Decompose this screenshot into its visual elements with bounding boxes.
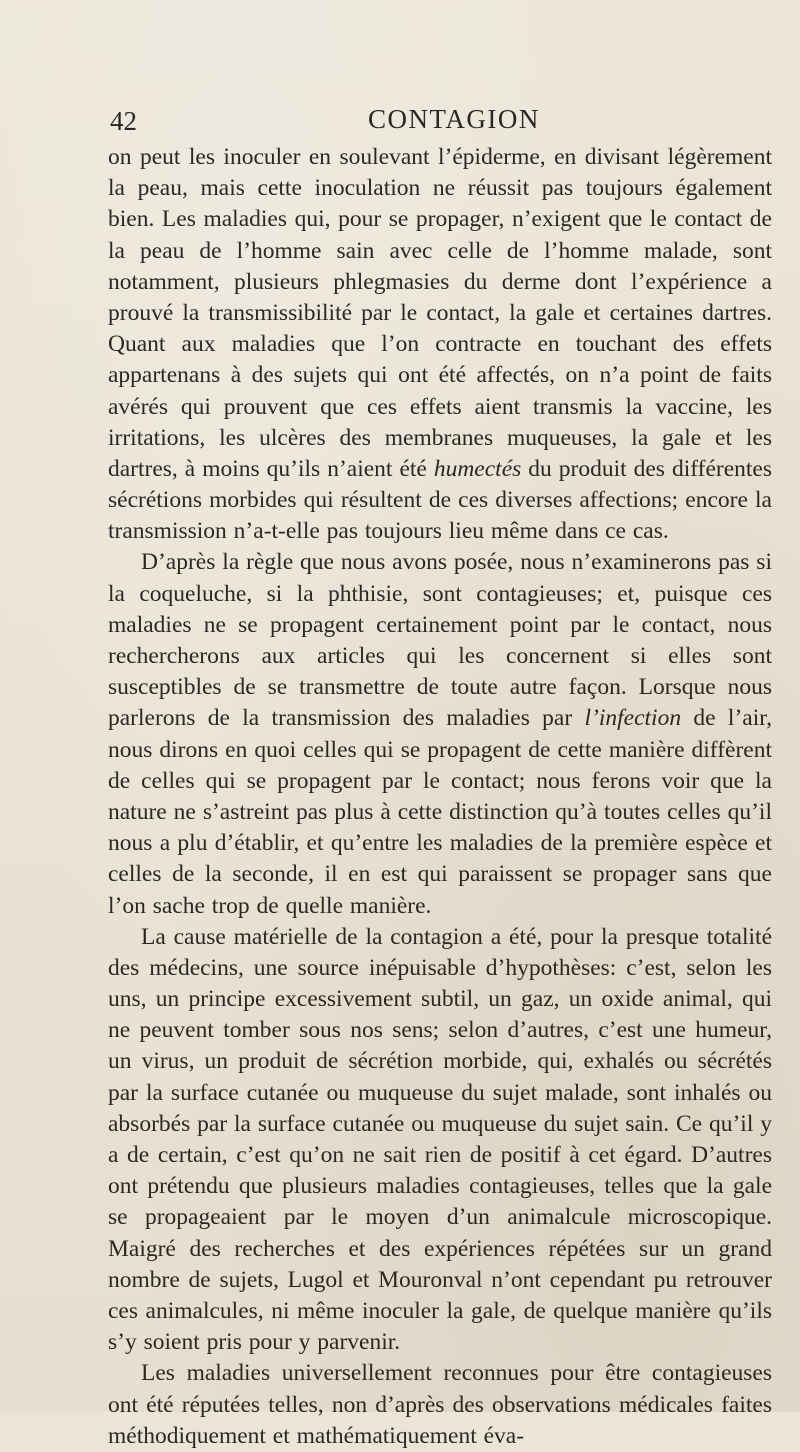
body-text — [108, 142, 772, 1452]
paragraph-2-text-b: de l’air, nous dirons en quoi celles qui se propagent de cette manière diffèrent de celles qui se propagent par le contact; nous ferons voir que la nature ne s’astreint pas plus à cette distinction qu’à toutes celles qu’il nous a plu d’établir, et qu’entre les maladies de la première espèce et celles de la seconde, il en est qui paraissent se propager sans que l’on sache trop de quelle manière. — [108, 705, 772, 919]
running-head: CONTAGION — [368, 104, 540, 134]
paragraph-4 — [108, 1358, 772, 1452]
italic-word-infection: l’infection — [584, 705, 682, 732]
page-number: 42 — [110, 106, 137, 136]
paragraph-2-text-a: D’après la règle que nous avons posée, nous n’examinerons pas si la coqueluche, si la phthisie, sont contagieuses; et, puisque ces maladies ne se propagent certainement point par le contact, nous rechercherons aux articles qui les concernent si elles sont susceptibles de se transmettre de toute autre façon. Lorsque nous parlerons de la transmission des maladies par — [108, 549, 772, 732]
paragraph-1-text-a: on peut les inoculer en soulevant l’épiderme, en divisant légèrement la peau, mais cette inoculation ne réussit pas toujours également bien. Les maladies qui, pour se propager, n’exigent que le contact de la peau de l’homme sain avec celle de l’homme malade, sont notamment, plusieurs phlegmasies du derme dont l’expérience a prouvé la transmissibilité par le contact, la gale et certaines dartres. Quant aux maladies que l’on contracte en touchant des effets appartenans à des sujets qui ont été affectés, on n’a point de faits avérés qui prouvent que ces effets aient transmis la vaccine, les irritations, les ulcères des membranes muqueuses, la gale et les dartres, à moins qu’ils n’aient été — [108, 144, 772, 482]
paragraph-1-text-b: du produit des différentes sécrétions morbides qui résultent de ces diverses affections; encore la transmission n’a-t-elle pas toujours lieu même dans ce cas. — [108, 455, 772, 545]
italic-word-humectes: humectés — [433, 455, 522, 482]
paragraph-2 — [108, 547, 772, 921]
page-header — [110, 104, 670, 144]
paragraph-4-text: Les maladies universellement reconnues pour être contagieuses ont été réputées telles, non d’après des observations médicales faites méthodiquement et mathématiquement éva- — [108, 1360, 772, 1449]
paragraph-1 — [108, 142, 772, 547]
paragraph-3 — [108, 922, 772, 1359]
paragraph-3-text: La cause matérielle de la contagion a été, pour la presque totalité des médecins, une source inépuisable d’hypothèses: c’est, selon les uns, un principe excessivement subtil, un gaz, un oxide animal, qui ne peuvent tomber sous nos sens; selon d’autres, c’est une humeur, un virus, un produit de sécrétion morbide, qui, exhalés ou sécrétés par la surface cutanée ou muqueuse du sujet malade, sont inhalés ou absorbés par la surface cutanée ou muqueuse du sujet sain. Ce qu’il y a de certain, c’est qu’on ne sait rien de positif à cet égard. D’autres ont prétendu que plusieurs maladies contagieuses, telles que la gale se propageaient par le moyen d’un animalcule microscopique. Maigré des recherches et des expériences répétées sur un grand nombre de sujets, Lugol et Mouronval n’ont cependant pu retrouver ces animalcules, ni même inoculer la gale, de quelque manière qu’ils s’y soient pris pour y parvenir. — [108, 923, 772, 1356]
